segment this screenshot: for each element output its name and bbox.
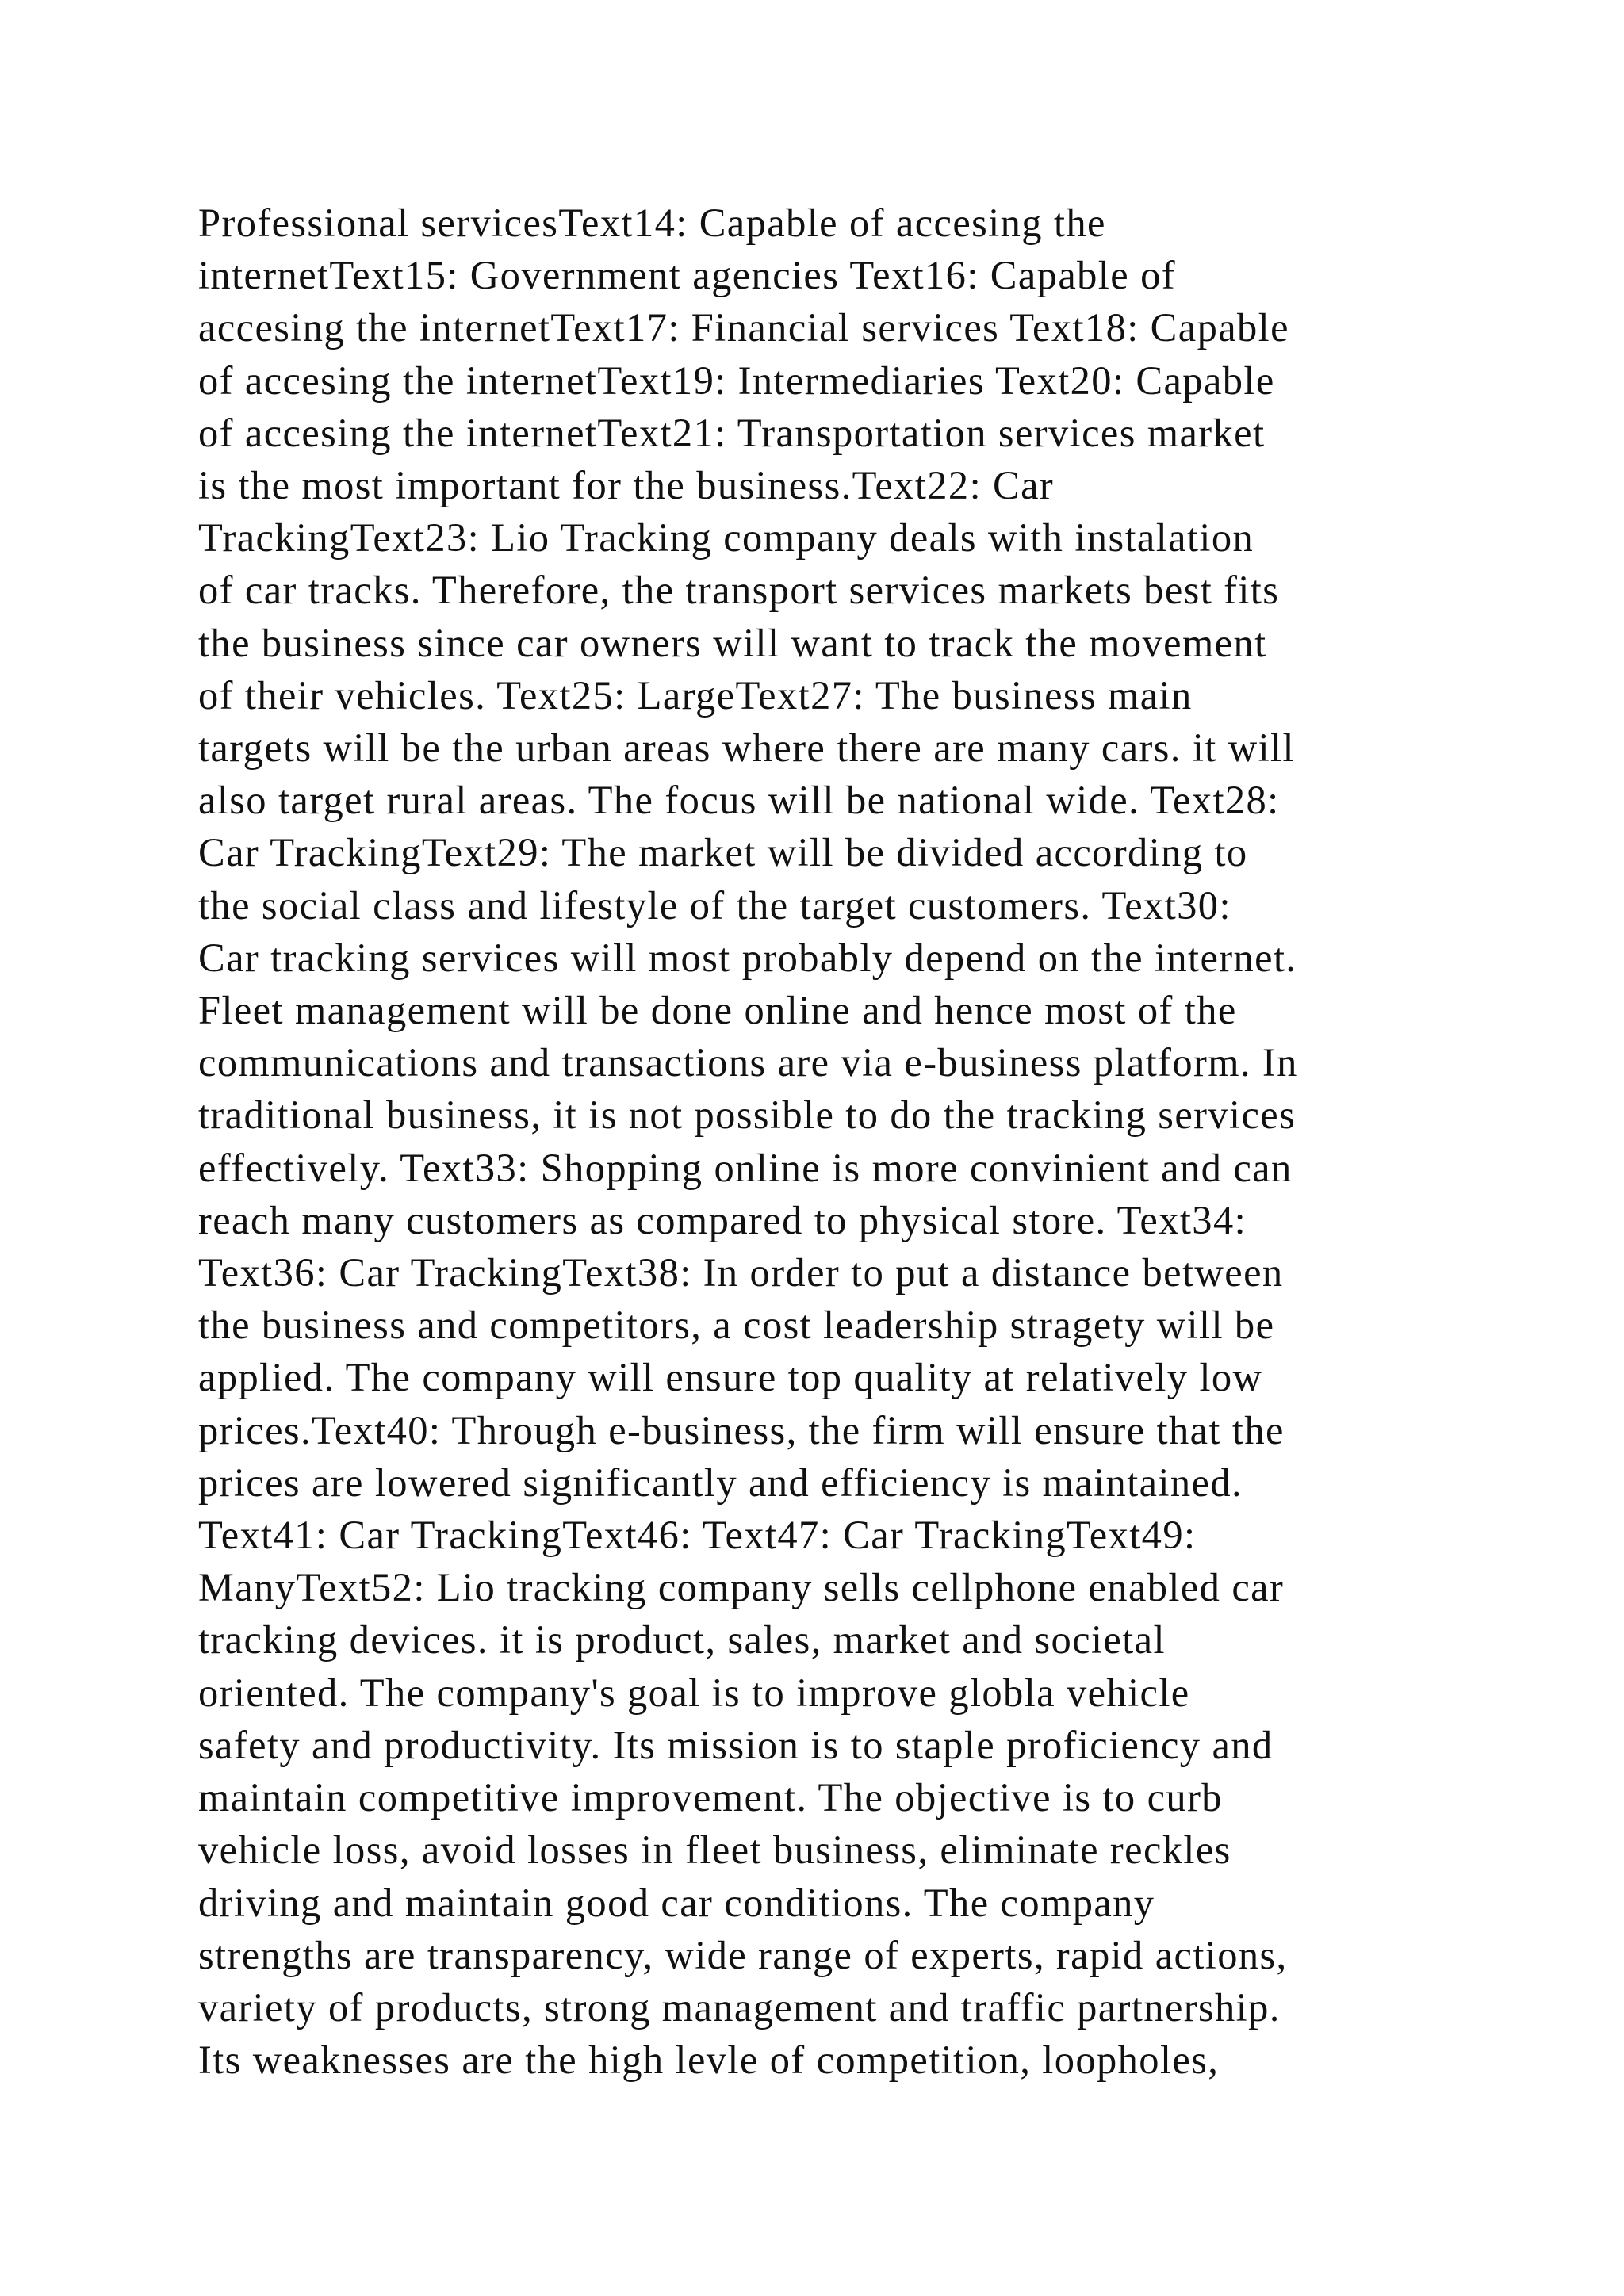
- text-line: targets will be the urban areas where there are many cars. it will: [198, 725, 1295, 771]
- text-line: communications and transactions are via e-business platform. In: [198, 1040, 1298, 1085]
- text-line: Car TrackingText29: The market will be divided according to: [198, 830, 1248, 875]
- text-line: oriented. The company's goal is to improve globla vehicle: [198, 1670, 1190, 1715]
- document-body-text: [198, 197, 1507, 2086]
- text-line: safety and productivity. Its mission is to staple proficiency and: [198, 1722, 1274, 1767]
- text-line: of car tracks. Therefore, the transport services markets best fits: [198, 568, 1280, 613]
- text-line: internetText15: Government agencies Text16: Capable of: [198, 253, 1176, 298]
- text-line: the business since car owners will want to track the movement: [198, 620, 1267, 665]
- text-line: of accesing the internetText19: Intermediaries Text20: Capable: [198, 358, 1275, 403]
- text-line: Text41: Car TrackingText46: Text47: Car TrackingText49:: [198, 1513, 1197, 1558]
- text-line: accesing the internetText17: Financial services Text18: Capable: [198, 305, 1289, 350]
- text-line: TrackingText23: Lio Tracking company deals with instalation: [198, 515, 1254, 561]
- text-line: of accesing the internetText21: Transportation services market: [198, 410, 1266, 455]
- text-line: Professional servicesText14: Capable of accesing the: [198, 201, 1106, 245]
- text-line: applied. The company will ensure top quality at relatively low: [198, 1355, 1263, 1400]
- text-line: tracking devices. it is product, sales, market and societal: [198, 1617, 1166, 1663]
- text-line: prices.Text40: Through e-business, the firm will ensure that the: [198, 1407, 1285, 1452]
- text-line: prices are lowered significantly and efficiency is maintained.: [198, 1460, 1243, 1505]
- text-line: variety of products, strong management and traffic partnership.: [198, 1984, 1281, 2030]
- text-line: Car tracking services will most probably depend on the internet.: [198, 935, 1297, 980]
- text-line: vehicle loss, avoid losses in fleet business, eliminate reckles: [198, 1827, 1231, 1873]
- text-line: Fleet management will be done online and hence most of the: [198, 988, 1237, 1033]
- text-line: of their vehicles. Text25: LargeText27: The business main: [198, 672, 1193, 718]
- text-line: Its weaknesses are the high levle of competition, loopholes,: [198, 2038, 1220, 2083]
- text-line: maintain competitive improvement. The objective is to curb: [198, 1775, 1223, 1820]
- text-line: is the most important for the business.Text22: Car: [198, 463, 1055, 508]
- text-line: ManyText52: Lio tracking company sells cellphone enabled car: [198, 1565, 1285, 1610]
- text-line: traditional business, it is not possible to do the tracking services: [198, 1093, 1297, 1138]
- text-line: effectively. Text33: Shopping online is more convinient and can: [198, 1145, 1293, 1190]
- text-line: reach many customers as compared to physical store. Text34:: [198, 1197, 1247, 1242]
- text-line: also target rural areas. The focus will be national wide. Text28:: [198, 778, 1280, 823]
- text-line: driving and maintain good car conditions. The company: [198, 1880, 1155, 1925]
- text-line: strengths are transparency, wide range of experts, rapid actions,: [198, 1932, 1288, 1977]
- text-line: the social class and lifestyle of the target customers. Text30:: [198, 882, 1231, 928]
- text-line: the business and competitors, a cost leadership stragety will be: [198, 1303, 1275, 1348]
- text-line: Text36: Car TrackingText38: In order to put a distance between: [198, 1250, 1284, 1295]
